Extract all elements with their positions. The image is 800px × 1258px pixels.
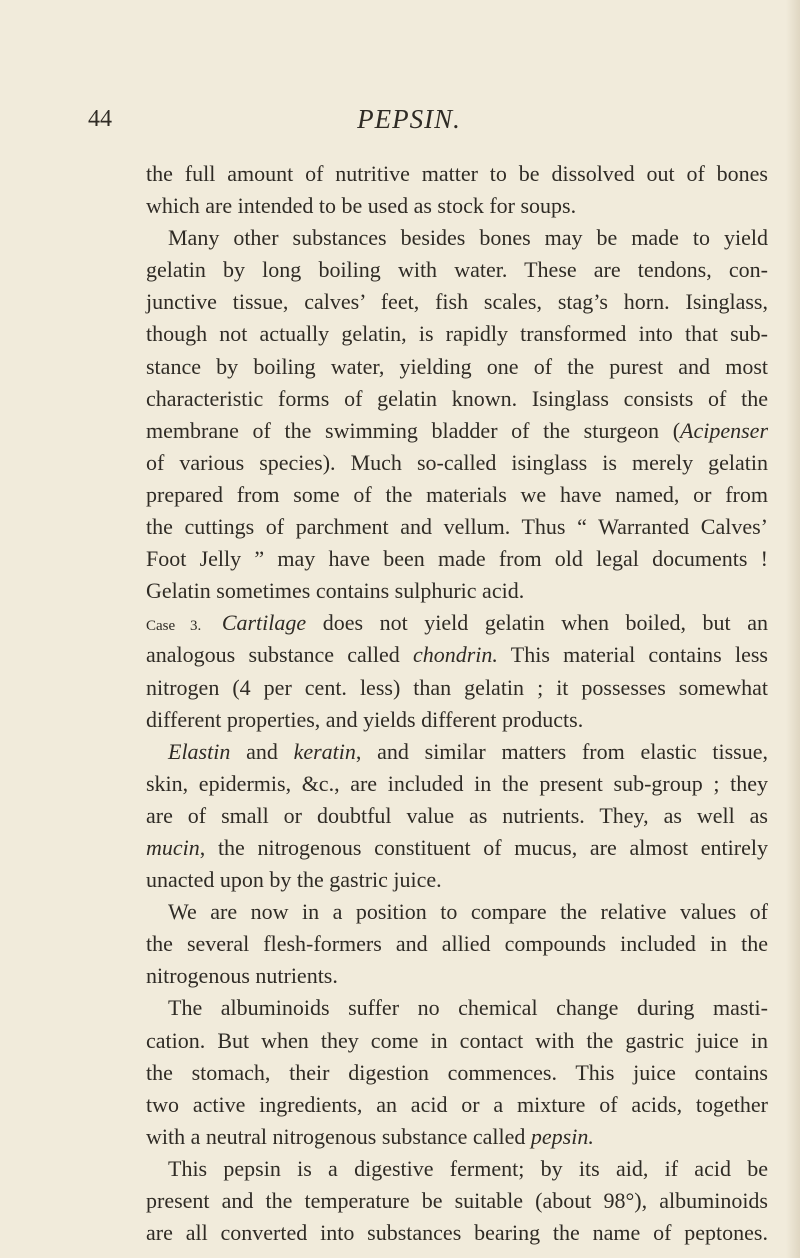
text-line: Gelatin sometimes contains sulphuric acid. xyxy=(146,578,525,604)
text-line: the cuttings of parchment and vellum. Thus “ Warranted Calves’ xyxy=(146,514,768,540)
text-line: unacted upon by the gastric juice. xyxy=(146,867,442,893)
text-line: are all converted into substances bearing the name of peptones. xyxy=(146,1220,768,1246)
text-line: This pepsin is a digestive ferment; by its aid, if acid be xyxy=(168,1155,768,1181)
term-keratin: keratin xyxy=(293,738,356,764)
text-line xyxy=(146,415,768,447)
text-line: characteristic forms of gelatin known. Isinglass consists of the xyxy=(146,385,768,411)
page-edge-shadow xyxy=(786,0,800,1258)
running-title: PEPSIN. xyxy=(357,104,461,134)
text-line: prepared from some of the materials we have named, or from xyxy=(146,481,768,507)
page-number: 44 xyxy=(88,106,112,132)
term-elastin: Elastin xyxy=(168,738,231,764)
text-line: stance by boiling water, yielding one of the purest and most xyxy=(146,353,768,379)
text-line: different properties, and yields different products. xyxy=(146,706,584,732)
text-segment: , and similar matters from elastic tissue, xyxy=(355,738,768,764)
text-line: skin, epidermis, &c., are included in the present sub-group ; they xyxy=(146,770,768,796)
text-line: the stomach, their digestion commences. This juice contains xyxy=(146,1059,768,1085)
term-mucin: mucin xyxy=(146,834,200,860)
text-line: present and the temperature be suitable (about 98°), albuminoids xyxy=(146,1188,768,1213)
text-segment: analogous substance called xyxy=(146,642,413,668)
term-chondrin: chondrin. xyxy=(412,642,498,668)
text-line: the full amount of nutritive matter to be dissolved out of bones xyxy=(146,161,768,186)
text-line xyxy=(146,639,768,671)
term-cartilage: Cartilage xyxy=(221,610,307,636)
text-line xyxy=(146,607,768,639)
term-pepsin: pepsin. xyxy=(530,1123,594,1149)
text-segment: does not yield gelatin when boiled, but an xyxy=(306,610,769,636)
text-line: junctive tissue, calves’ feet, fish scales, stag’s horn. Isinglass, xyxy=(146,289,768,315)
text-segment: and xyxy=(230,738,294,764)
text-line xyxy=(146,736,768,768)
text-line xyxy=(146,832,768,864)
species-name: Acipenser xyxy=(680,417,768,443)
text-line: the several flesh-formers and allied compounds included in the xyxy=(146,931,768,957)
case-label: Case 3. xyxy=(146,618,202,635)
text-line: gelatin by long boiling with water. These are tendons, con- xyxy=(146,257,768,283)
text-line: Foot Jelly ” may have been made from old legal documents ! xyxy=(146,546,768,572)
text-segment: , the nitrogenous constituent of mucus, are almost entirely xyxy=(199,834,768,860)
text-line: of various species). Much so-called isinglass is merely gelatin xyxy=(146,449,768,475)
text-line: though not actually gelatin, is rapidly transformed into that sub- xyxy=(146,321,768,347)
text-line: two active ingredients, an acid or a mixture of acids, together xyxy=(146,1091,768,1117)
text-line: are of small or doubtful value as nutrients. They, as well as xyxy=(146,802,768,828)
text-line: nitrogenous nutrients. xyxy=(146,963,338,989)
text-segment: This material contains less xyxy=(497,642,768,668)
body-text xyxy=(146,158,768,1249)
page-header xyxy=(88,104,730,140)
text-segment: membrane of the swimming bladder of the sturgeon ( xyxy=(146,417,681,443)
text-line: nitrogen (4 per cent. less) than gelatin ; it possesses somewhat xyxy=(146,674,768,700)
text-line: Many other substances besides bones may be made to yield xyxy=(168,225,768,251)
text-segment: with a neutral nitrogenous substance called xyxy=(146,1123,531,1149)
text-line: which are intended to be used as stock for soups. xyxy=(146,193,577,219)
text-line: cation. But when they come in contact with the gastric juice in xyxy=(146,1027,768,1053)
text-line: The albuminoids suffer no chemical change during masti- xyxy=(168,995,768,1021)
text-line: We are now in a position to compare the relative values of xyxy=(168,899,768,925)
text-line xyxy=(146,1121,768,1153)
